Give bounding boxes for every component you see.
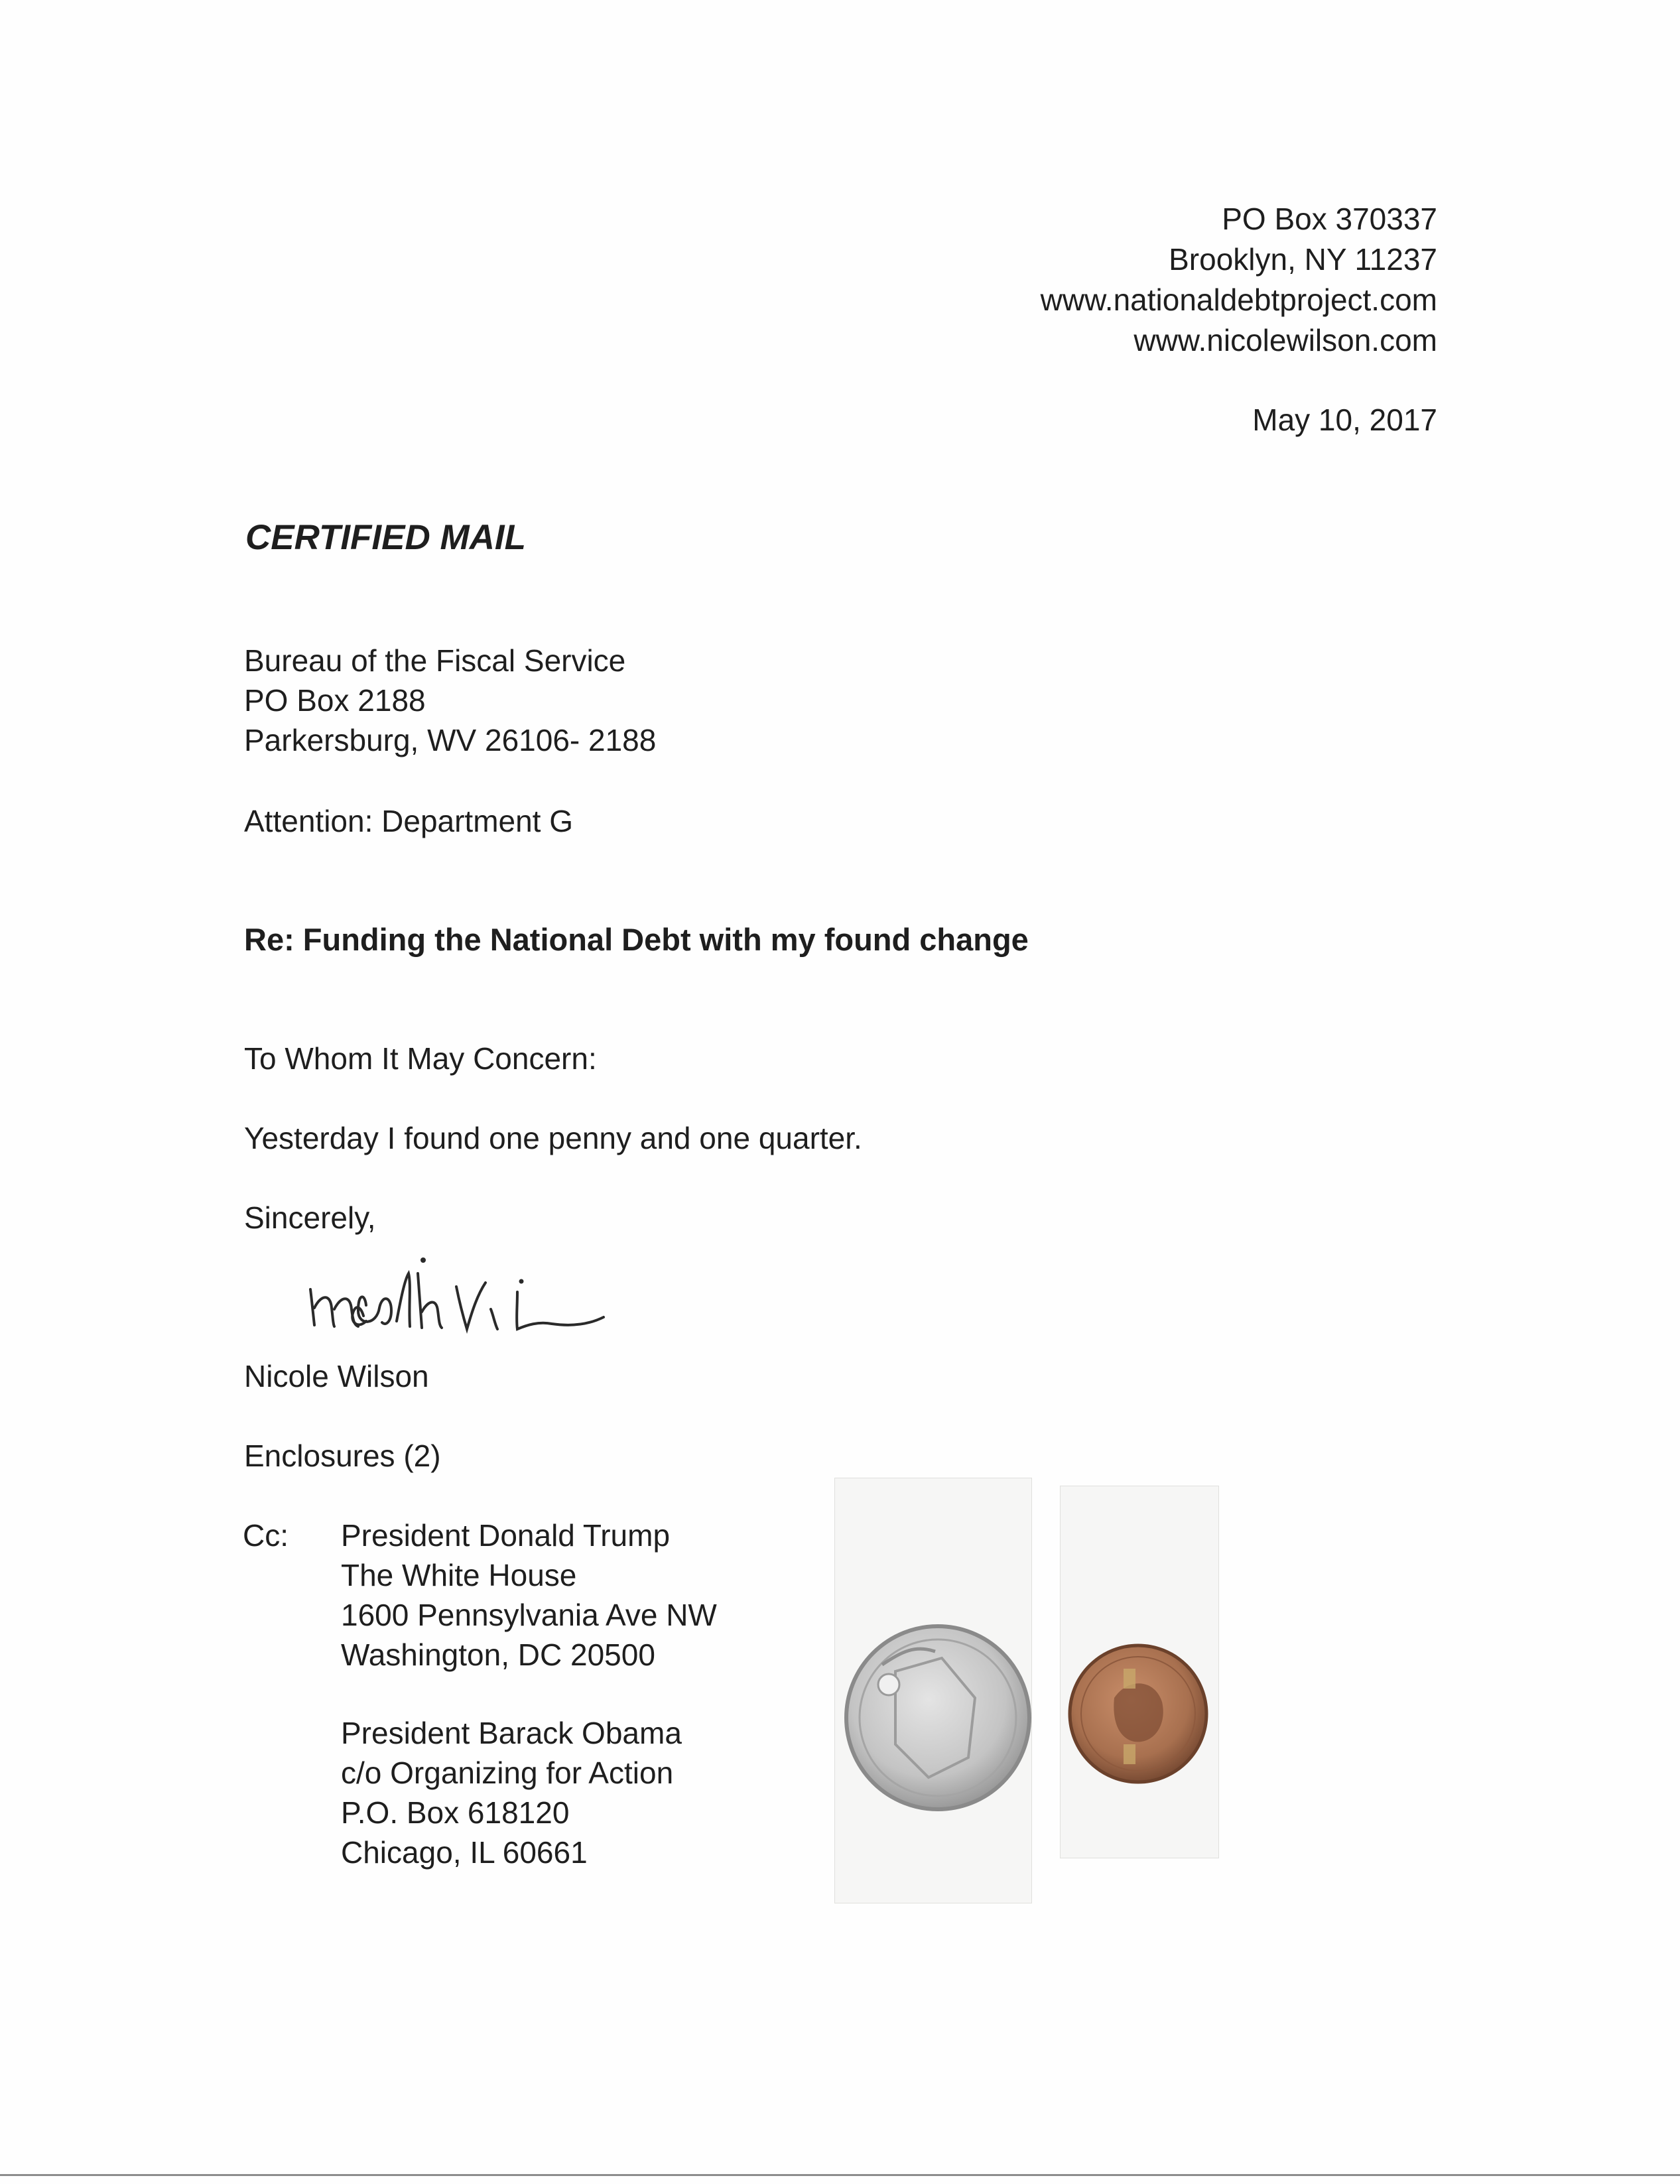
cc-recipient-line: c/o Organizing for Action [341,1756,674,1790]
cc-recipient-line: President Barack Obama [341,1716,682,1750]
letter-body: Yesterday I found one penny and one quarter. [244,1121,862,1155]
cc-recipient-line: P.O. Box 618120 [341,1795,570,1830]
cc-recipient-line: 1600 Pennsylvania Ave NW [341,1598,717,1632]
cc-recipient-line: The White House [341,1558,577,1592]
cc-recipient-line: President Donald Trump [341,1518,671,1553]
quarter-coin [846,1626,1029,1809]
recipient-address-line2: Parkersburg, WV 26106- 2188 [244,723,657,757]
page-edge-line [0,2174,1680,2176]
letter-date: May 10, 2017 [1252,403,1437,437]
mail-type-heading: CERTIFIED MAIL [245,518,527,557]
subject-line: Re: Funding the National Debt with my found change [244,922,1029,957]
closing: Sincerely, [244,1200,376,1235]
attention-line: Attention: Department G [244,804,574,838]
enclosures-note: Enclosures (2) [244,1439,441,1473]
signer-name: Nicole Wilson [244,1359,429,1393]
recipient-address-line1: PO Box 2188 [244,683,426,718]
cc-label: Cc: [243,1518,289,1553]
penny-coin [1070,1645,1206,1782]
salutation: To Whom It May Concern: [244,1041,597,1076]
sender-website-2: www.nicolewilson.com [1133,323,1437,357]
cc-recipient-line: Washington, DC 20500 [341,1638,655,1672]
sender-address-line2: Brooklyn, NY 11237 [1169,242,1437,277]
sender-address-line1: PO Box 370337 [1222,202,1437,236]
sender-website-1: www.nationaldebtproject.com [1040,283,1437,317]
recipient-name: Bureau of the Fiscal Service [244,643,626,678]
cc-recipient-line: Chicago, IL 60661 [341,1835,588,1870]
